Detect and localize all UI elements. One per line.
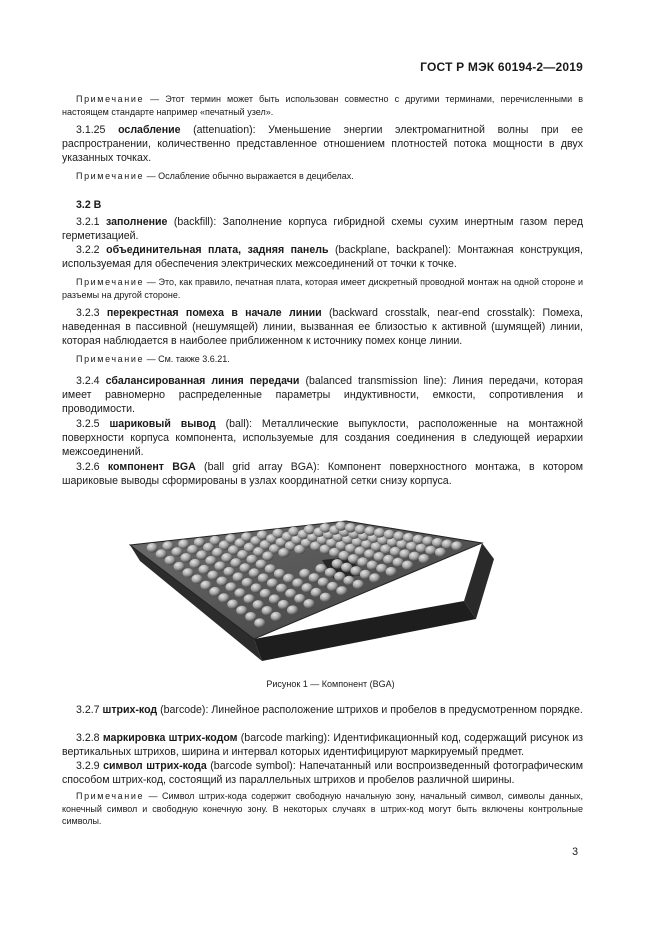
note-label: Примечание: [76, 171, 145, 181]
solder-ball: [162, 541, 173, 551]
solder-ball: [196, 550, 207, 560]
solder-ball: [215, 561, 226, 571]
solder-ball: [425, 546, 436, 556]
solder-ball: [218, 593, 229, 603]
term-name: перекрестная помеха в начале линии: [106, 307, 322, 319]
term-definition: (barcode marking): Идентификационный код, содержащий рисунок из вертикальных штрихов, ширина и интервал которых идентифицируют маркируемый предмет.: [62, 732, 583, 759]
term-name: заполнение: [106, 216, 168, 228]
term-definition: (backward crosstalk, near-end crosstalk): Помеха, наведенная в пассивной (нешумящей) линии, вызванная ее близостью к активной (шумящей) линии, которая наблюдается в наиболее приближенном к источнику помех конце линии.: [62, 307, 583, 348]
solder-ball: [294, 594, 305, 604]
solder-ball: [262, 606, 273, 616]
solder-ball: [345, 523, 356, 533]
solder-ball: [235, 588, 246, 598]
solder-ball: [199, 565, 210, 575]
term-number: 3.2.3: [76, 307, 100, 319]
section-heading: [62, 198, 583, 212]
solder-ball: [242, 578, 253, 588]
note-dash: —: [144, 791, 162, 801]
solder-ball: [165, 556, 176, 566]
solder-ball: [353, 580, 364, 590]
term-definition: (attenuation): Уменьшение энергии электромагнитной волны при ее распространении, количественно представленное отношением плотностей потока мощности в двух указанных точках.: [62, 124, 583, 165]
solder-ball: [435, 548, 446, 558]
term-definition: (ball grid array BGA): Компонент поверхностного монтажа, в котором шариковые выводы сформированы в узлах координатной сетки снизу корпуса.: [62, 461, 583, 488]
solder-ball: [403, 533, 414, 543]
term-3-2-7: [62, 703, 583, 717]
term-3-1-25: [62, 123, 583, 166]
solder-ball: [442, 540, 453, 550]
term-name: символ штрих-кода: [103, 760, 207, 772]
note-attenuation-db: [62, 170, 583, 183]
solder-ball: [147, 543, 158, 553]
solder-ball: [409, 552, 420, 562]
page-number: 3: [572, 846, 578, 858]
solder-ball: [236, 606, 247, 616]
term-definition: (backplane, backpanel): Монтажная конструкция, используемая для обеспечения электрических межсоединений от точки к точке.: [62, 244, 583, 271]
solder-ball: [304, 525, 315, 535]
note-crosstalk: [62, 353, 583, 366]
solder-ball: [156, 549, 167, 559]
term-name: объединительная плата, задняя панель: [106, 244, 329, 256]
term-number: 3.2.2: [76, 244, 100, 256]
term-number: 3.2.5: [76, 418, 100, 430]
solder-ball: [364, 526, 375, 536]
solder-ball: [355, 525, 366, 535]
solder-ball: [288, 527, 299, 537]
solder-ball: [217, 577, 228, 587]
solder-ball: [269, 594, 280, 604]
solder-ball: [320, 593, 331, 603]
solder-ball: [240, 563, 251, 573]
solder-ball: [374, 528, 385, 538]
term-definition: (backfill): Заполнение корпуса гибридной схемы сухим инертным газом перед герметизацией.: [62, 216, 583, 243]
note-barcode-symbol: [62, 790, 583, 828]
solder-ball: [271, 612, 282, 622]
term-number: 3.2.4: [76, 375, 100, 387]
note-dash: —: [144, 94, 166, 104]
solder-ball: [254, 618, 265, 628]
term-name: ослабление: [118, 124, 181, 136]
term-3-2-6: [62, 460, 583, 488]
note-text: Символ штрих-кода содержит свободную начальную зону, начальный символ, символы данных, конечный символ и свободную конечную зону. В некоторых случаях в штрих-код могут быть включены контрольные символы.: [62, 791, 583, 827]
solder-ball: [245, 612, 256, 622]
solder-ball: [226, 582, 237, 592]
solder-ball: [251, 583, 262, 593]
note-text: Этот термин может быть использован совместно с другими терминами, перечисленными в настоящем стандарте например «печатный узел».: [62, 94, 583, 117]
solder-ball: [267, 579, 278, 589]
figure-caption: Рисунок 1 — Компонент (BGA): [266, 679, 395, 689]
term-3-2-2: [62, 243, 583, 271]
note-dash: —: [144, 277, 159, 287]
note-dash: —: [144, 354, 159, 364]
solder-ball: [320, 523, 331, 533]
solder-ball: [419, 554, 430, 564]
term-definition: (balanced transmission line): Линия передачи, которая имеет равномерно распределенные параметры индуктивности, емкости, сопротивления и проводимости.: [62, 375, 583, 416]
term-name: сбалансированная линия передачи: [105, 375, 300, 387]
solder-ball: [178, 539, 189, 549]
term-definition: (barcode): Линейное расположение штрихов и пробелов в предусмотренном порядке.: [157, 704, 583, 716]
solder-ball: [224, 567, 235, 577]
document-header: ГОСТ Р МЭК 60194-2—2019: [420, 60, 583, 74]
solder-ball: [287, 605, 298, 615]
solder-ball: [244, 594, 255, 604]
solder-ball: [174, 562, 185, 572]
term-3-2-9: [62, 759, 583, 787]
solder-ball: [304, 599, 315, 609]
term-3-2-4: [62, 374, 583, 417]
term-3-2-1: [62, 215, 583, 243]
note-backplane: [62, 276, 583, 301]
solder-ball: [336, 586, 347, 596]
solder-ball: [181, 553, 192, 563]
solder-ball: [209, 587, 220, 597]
solder-ball: [386, 567, 397, 577]
solder-ball: [205, 556, 216, 566]
term-definition: (ball): Металлические выпуклости, расположенные на монтажной поверхности корпуса компонента, используемые для создания соединения в следующей иерархии межсоединений.: [62, 418, 584, 459]
term-name: маркировка штрих-кодом: [102, 732, 238, 744]
term-name: шариковый вывод: [109, 418, 216, 430]
solder-ball: [260, 589, 271, 599]
note-text: Это, как правило, печатная плата, которая имеет дискретный проводной монтаж на одной стороне и разъемы на другой стороне.: [62, 277, 583, 300]
solder-ball: [335, 521, 346, 531]
solder-ball: [422, 536, 433, 546]
term-number: 3.2.1: [76, 216, 100, 228]
solder-ball: [413, 535, 424, 545]
note-label: Примечание: [76, 277, 145, 287]
package-right-side: [464, 543, 494, 619]
solder-ball: [190, 559, 201, 569]
note-dash: —: [144, 171, 159, 181]
term-3-2-8: [62, 731, 583, 759]
solder-ball: [192, 574, 203, 584]
note-label: Примечание: [76, 354, 145, 364]
term-number: 3.2.8: [76, 732, 100, 744]
solder-ball: [369, 573, 380, 583]
section-title: 3.2 В: [76, 199, 102, 211]
solder-ball: [276, 584, 287, 594]
solder-ball: [399, 549, 410, 559]
term-number: 3.2.9: [76, 760, 100, 772]
term-name: штрих-код: [102, 704, 158, 716]
solder-ball: [208, 571, 219, 581]
solder-ball: [200, 581, 211, 591]
term-3-2-3: [62, 306, 583, 349]
term-number: 3.1.25: [76, 124, 106, 136]
solder-ball: [383, 555, 394, 565]
note-label: Примечание: [76, 791, 145, 801]
solder-ball: [183, 568, 194, 578]
term-number: 3.2.6: [76, 461, 100, 473]
note-label: Примечание: [76, 94, 145, 104]
solder-ball: [374, 552, 385, 562]
solder-ball: [384, 530, 395, 540]
solder-ball: [451, 541, 462, 551]
term-3-2-5: [62, 417, 583, 460]
solder-ball: [172, 547, 183, 557]
bga-component-figure: [126, 515, 536, 665]
solder-ball: [233, 572, 244, 582]
solder-ball: [393, 531, 404, 541]
note-text: См. также 3.6.21.: [158, 354, 230, 364]
solder-ball: [432, 538, 443, 548]
term-number: 3.2.7: [76, 704, 100, 716]
solder-ball: [227, 600, 238, 610]
solder-ball: [253, 600, 264, 610]
solder-ball: [278, 600, 289, 610]
term-definition: (barcode symbol): Напечатанный или воспроизведенный фотографическим способом штрих-код, состоящий из параллельных штрихов и пробелов различной ширины.: [62, 760, 583, 787]
note-text: Ослабление обычно выражается в децибелах.: [158, 171, 354, 181]
term-name: компонент BGA: [107, 461, 196, 473]
solder-ball: [402, 561, 413, 571]
note-attenuation-usage: [62, 93, 583, 118]
